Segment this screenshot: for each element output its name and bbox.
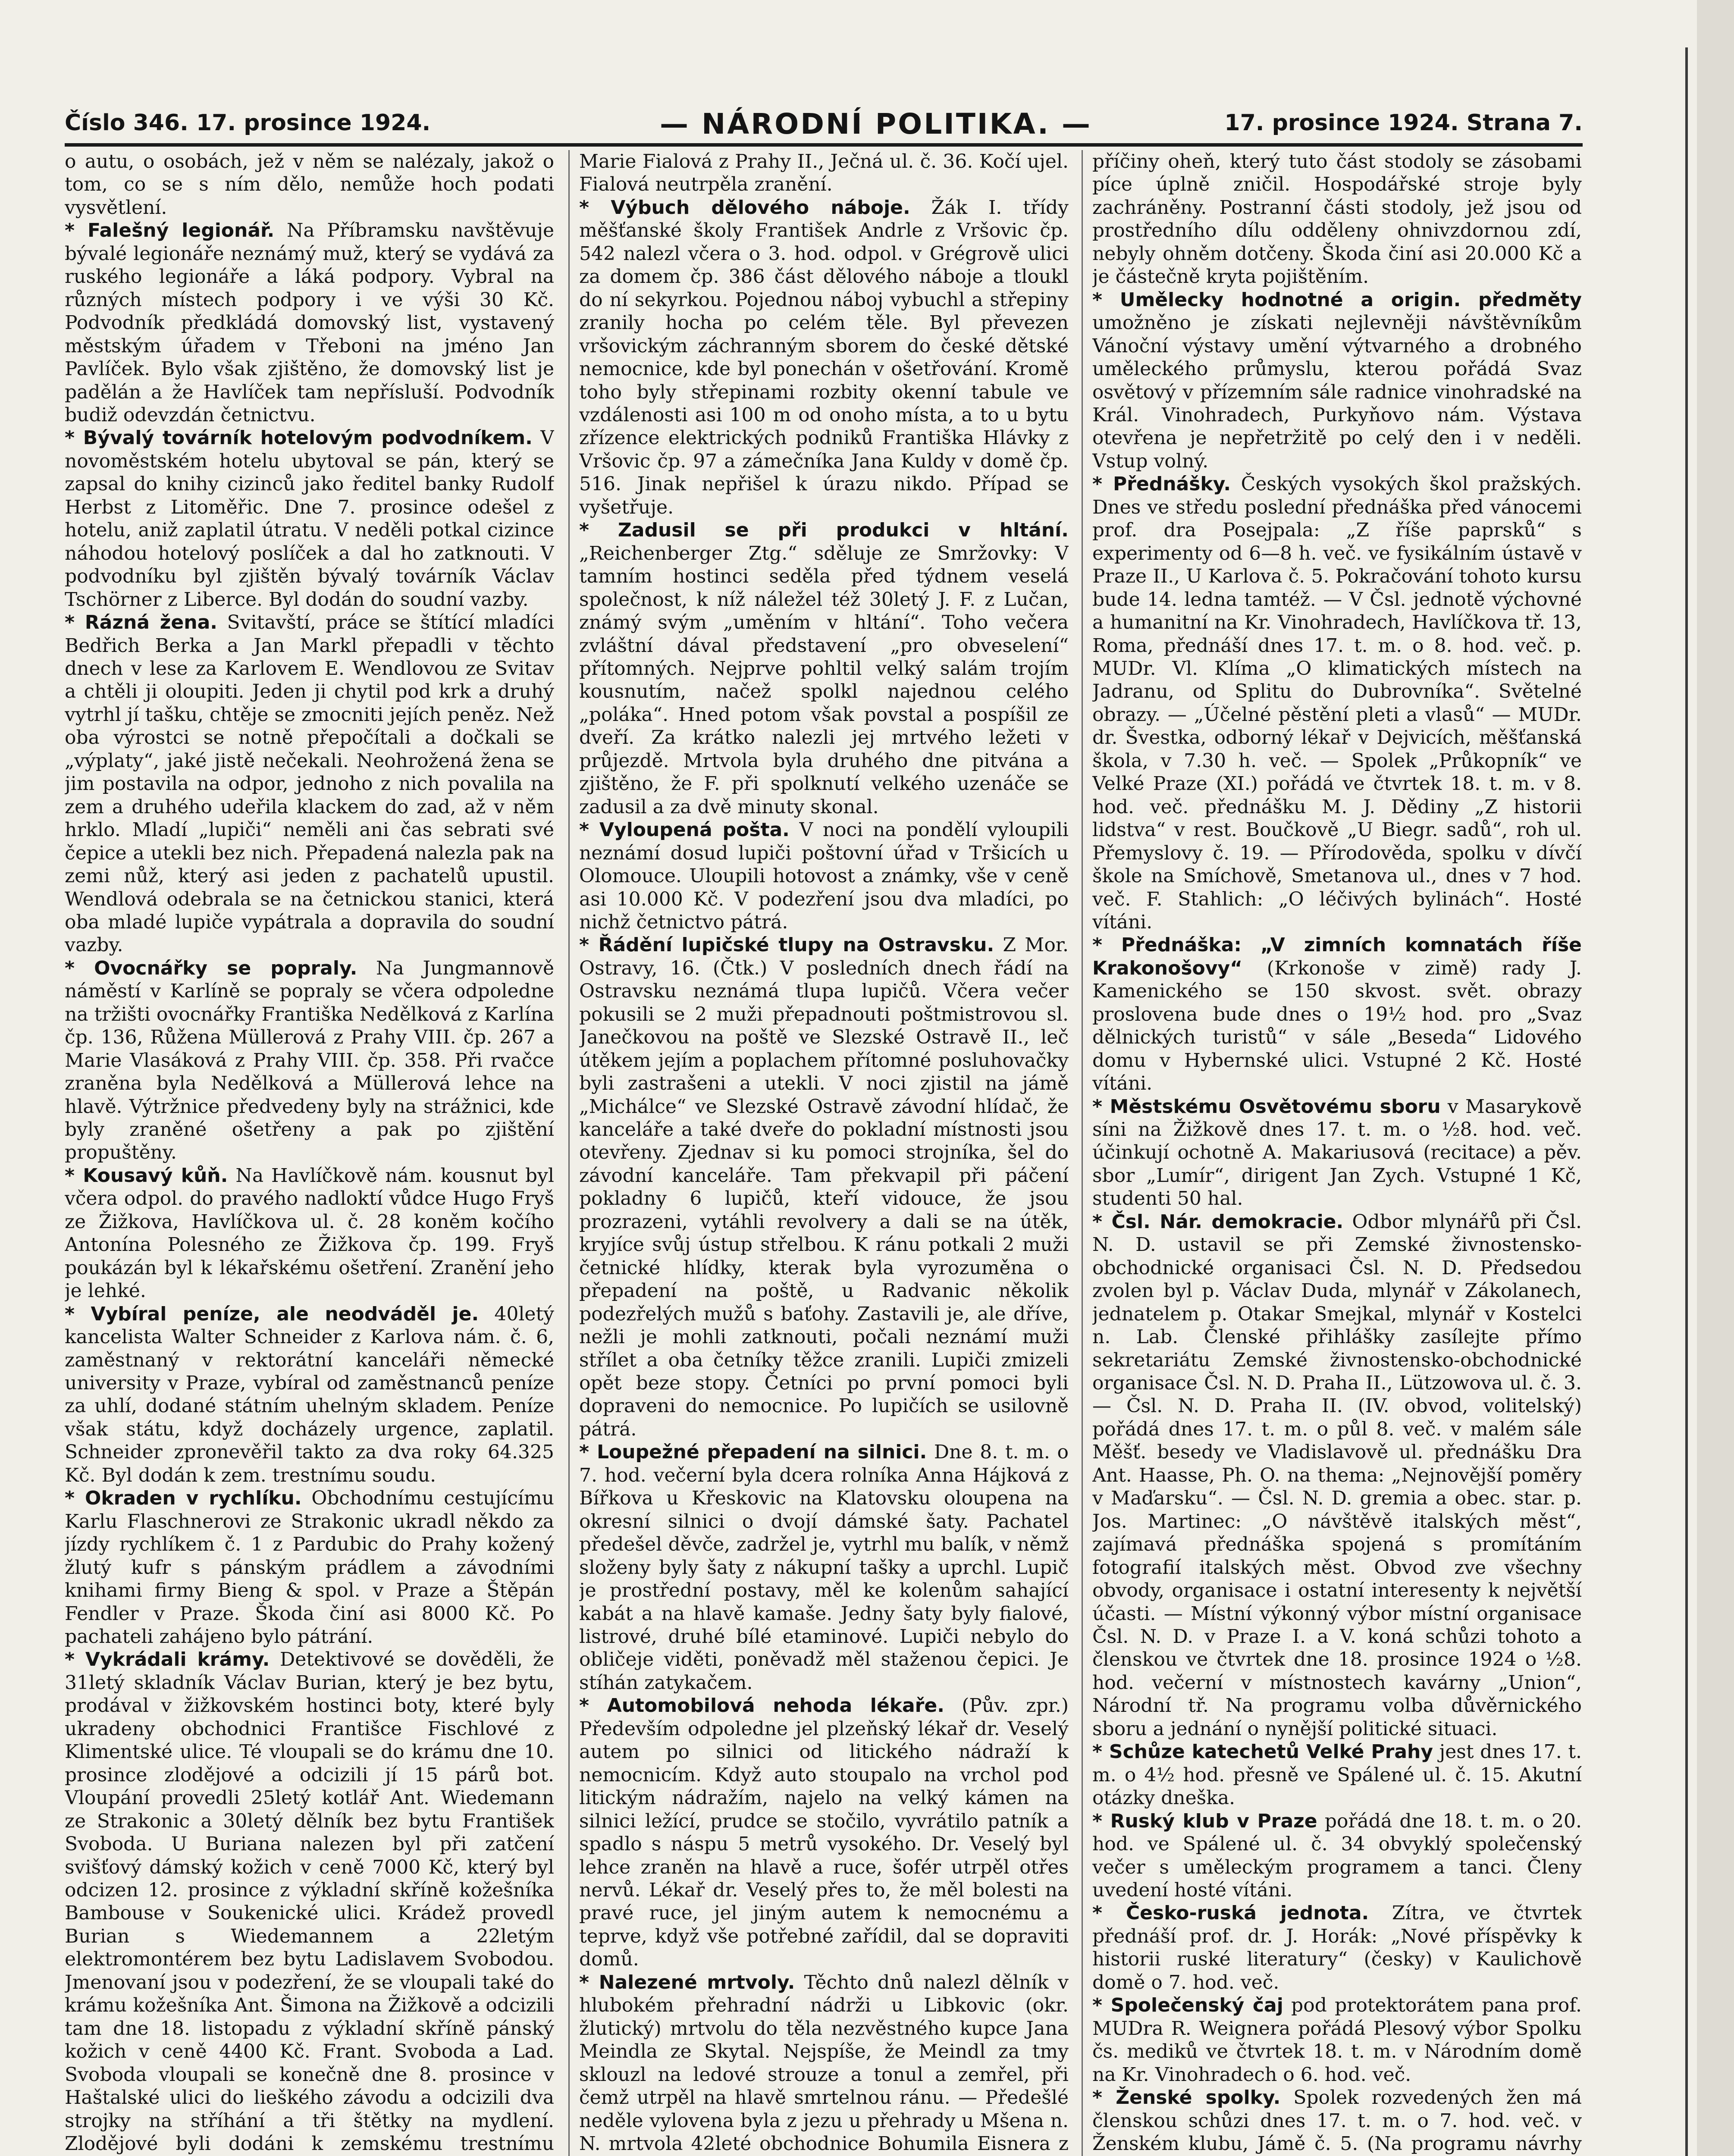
news-headline: * Okraden v rychlíku. bbox=[65, 1487, 302, 1510]
news-item bbox=[1092, 1902, 1582, 1994]
news-headline: * Ruský klub v Praze bbox=[1092, 1810, 1317, 1832]
news-item bbox=[579, 1694, 1069, 1971]
news-text: Odbor mlynářů při Čsl. N. D. ustavil se při Zemské živnostensko-obchodnické organisaci Čsl. N. D. Předsedou zvolen byl p. Václav Duda, mlynář v Zákolanech, jednatelem p. Otakar Smejkal, mlynář v Kostelci n. Lab. Členské přihlášky zasílejte přímo sekretariátu Zemské živnostensko-obchodnické organisace Čsl. N. D. Praha II., Lützowova ul. č. 3. — Čsl. N. D. Praha II. (IV. obvod, volitelský) pořádá dnes 17. t. m. o půl 8. več. v malém sále Měšť. besedy ve Vladislavově ul. přednášku Dra Ant. Haasse, Ph. O. na thema: „Nejnovější poměry v Maďarsku“. — Čsl. N. D. gremia a obec. star. p. Jos. Martinec: „O návštěvě italských měst“, zajímavá přednáška spojená s promítáním fotografií italských měst. Obvod zve všechny obvody, organisace i ostatní interesenty k největší účasti. — Místní výkonný výbor místní organisace Čsl. N. D. v Praze I. a V. koná schůzi tohoto a členskou ve čtvrtek dne 18. prosince 1924 o ½8. hod. večerní v místnostech kavárny „Union“, Národní tř. Na programu volba důvěrnického sboru a jednání o nynější politické situaci. bbox=[1092, 1210, 1582, 1740]
news-headline: * Zadusil se při produkci v hltání. bbox=[579, 519, 1069, 542]
news-item bbox=[65, 611, 554, 957]
news-item bbox=[579, 818, 1069, 934]
news-item bbox=[1092, 1210, 1582, 1740]
news-headline: * Řádění lupičské tlupy na Ostravsku. bbox=[579, 934, 994, 956]
page-edge-line bbox=[1685, 47, 1688, 2156]
news-headline: * Vyloupená pošta. bbox=[579, 819, 790, 841]
news-item bbox=[1092, 1740, 1582, 1809]
news-item bbox=[579, 1441, 1069, 1694]
news-headline: * Vybíral peníze, ale neodváděl je. bbox=[65, 1303, 479, 1325]
news-text: V noci na pondělí vyloupili neznámí dosud lupiči poštovní úřad v Tršicích u Olomouce. Uloupili hotovost a známky, vše v ceně asi 10.000 Kč. V podezření jsou dva mladíci, po nichž četnictvo pátrá. bbox=[579, 819, 1069, 933]
news-text: v Masarykově síni na Žižkově dnes 17. t. m. o ½8. hod. več. účinkují ochotně A. Makariusová (recitace) a pěv. sbor „Lumír“, dirigent Jan Zych. Vstupné 1 Kč, studenti 50 hal. bbox=[1092, 1095, 1582, 1210]
news-text: příčiny oheň, který tuto část stodoly se zásobami píce úplně zničil. Hospodářské stroje byly zachráněny. Postranní části stodoly, jež jsou od prostředního dílu odděleny ohnivzdornou zdí, nebyly ohněm dotčeny. Škoda činí asi 20.000 Kč a je částečně kryta pojištěním. bbox=[1092, 150, 1582, 288]
news-item bbox=[579, 150, 1069, 196]
news-headline: * Městskému Osvětovému sboru bbox=[1092, 1095, 1441, 1118]
news-item bbox=[579, 196, 1069, 519]
news-headline: * Bývalý továrník hotelovým podvodníkem. bbox=[65, 427, 533, 449]
news-item bbox=[1092, 934, 1582, 1095]
news-text: Z Mor. Ostravy, 16. (Čtk.) V posledních dnech řádí na Ostravsku neznámá tlupa lupičů. Včera večer pokusili se 2 muži přepadnouti poštmistrovou sl. Janečkovou na poště ve Slezské Ostravě II., leč útěkem jejím a poplachem přítomné posluhovačky byli zastrašeni a utekli. V noci zjistil na jámě „Michálce“ ve Slezské Ostravě závodní hlídač, že kanceláře a také dveře do pokladní místnosti jsou otevřeny. Zjednav si ku pomoci strojníka, šel do závodní kanceláře. Tam překvapil při páčení pokladny 6 lupičů, kteří vidouce, že jsou prozrazeni, vytáhli revolvery a dali se na útěk, kryjíce svůj ústup střelbou. K ránu potkali 2 muži četnické hlídky, kterak byla vyrozuměna o přepadení na poště, u Radvanic několik podezřelých mužů s baťohy. Zastavili je, ale dříve, nežli je mohli zatknouti, počali neznámí muži střílet a oba četníky těžce zranili. Lupiči zmizeli opět beze stopy. Četníci po první pomoci byli dopraveni do nemocnice. Po lupičích se usilovně pátrá. bbox=[579, 934, 1069, 1440]
news-text: jest dnes 17. t. m. o 4½ hod. přesně ve Spálené ul. č. 15. Akutní otázky dneška. bbox=[1092, 1741, 1582, 1809]
news-item bbox=[579, 934, 1069, 1441]
news-item bbox=[65, 219, 554, 426]
news-headline: * Vykrádali krámy. bbox=[65, 1648, 270, 1671]
news-text: Na Příbramsku navštěvuje bývalé legionáře neznámý muž, který se vydává za ruského legionáře a láká podpory. Vybral na různých místech podpory i ve výši 30 Kč. Podvodník předkládá domovský list, vystavený městským úřadem v Třeboni na jméno Jan Pavlíček. Bylo však zjištěno, že domovský list je padělán a že Havlíček tam nepřísluší. Podvodník budiž odevzdán četnictvu. bbox=[65, 219, 554, 426]
column-2 bbox=[579, 150, 1069, 2156]
header-rule bbox=[65, 143, 1583, 147]
news-item bbox=[65, 1164, 554, 1303]
news-text: Těchto dnů nalezl dělník v hlubokém přehradní nádrži u Libkovic (okr. žlutický) mrtvolu do těla nezvěstného kupce Jana Meindla ze Skytal. Nejspíše, že Meindl za tmy sklouzl na ledové strouze a tonul a zemřel, při čemž utrpěl na hlavě smrtelnou ránu. — Předešlé neděle vylovena byla z jezu u přehrady u Mšena n. N. mrtvola 42leté obchodnice Bohumila Eisnera z bbox=[579, 1971, 1069, 2155]
news-text: Detektivové se dověděli, že 31letý skladník Václav Burian, který je bez bytu, prodával v žižkovském hostinci boty, které byly ukradeny obchodnici Františce Fischlové z Klimentské ulice. Té vloupali se do krámu dne 10. prosince zlodějové a odcizili jí 15 párů bot. Vloupání provedli 25letý kotlář Ant. Wiedemann ze Strakonic a 30letý dělník bez bytu František Svoboda. U Buriana nalezen byl při zatčení svišťový dámský kožich v ceně 7000 Kč, který byl odcizen 12. prosince z výkladní skříně kožešníka Bambouse v Soukenické ulici. Krádež provedl Burian s Wiedemannem a 22letým elektromontérem bez bytu Ladislavem Svobodou. Jmenovaní jsou v podezření, že se vloupali také do krámu kožešníka Ant. Šimona na Žižkově a odcizili tam dne 18. listopadu z výkladní skříně pánský kožich v ceně 4400 Kč. Frant. Svoboda a Lad. Svoboda vloupali se konečně dne 8. prosince v Haštalské ulici do lieškého závodu a odcizili dva strojky na stříhání a tři štětky na mydlení. Zlodějové byli dodáni k zemskému trestnímu bbox=[65, 1648, 554, 2155]
news-item bbox=[65, 957, 554, 1164]
news-item bbox=[1092, 1095, 1582, 1210]
news-headline: * Schůze katechetů Velké Prahy bbox=[1092, 1741, 1433, 1763]
news-headline: * Výbuch dělového náboje. bbox=[579, 196, 910, 219]
news-item bbox=[1092, 288, 1582, 473]
scan-margin bbox=[1697, 0, 1734, 2156]
news-headline: * Ovocnářky se popraly. bbox=[65, 957, 357, 979]
news-headline: * Kousavý kůň. bbox=[65, 1164, 228, 1187]
news-text: o autu, o osobách, jež v něm se nalézaly, jakož o tom, co se s ním dělo, nemůže hoch podati vysvětlení. bbox=[65, 150, 554, 219]
news-item bbox=[65, 1487, 554, 1648]
news-headline: * Nalezené mrtvoly. bbox=[579, 1971, 795, 1993]
news-item bbox=[579, 519, 1069, 818]
news-item bbox=[1092, 473, 1582, 934]
newspaper-title: — NÁRODNÍ POLITIKA. — bbox=[660, 107, 1092, 141]
news-text: V novoměstském hotelu ubytoval se pán, který se zapsal do knihy cizinců jako ředitel banky Rudolf Herbst z Litoměřic. Dne 7. prosince odešel z hotelu, aniž zaplatil útratu. V neděli potkal cizince náhodou hotelový poslíček a dal ho zatknouti. V podvodníku byl zjištěn bývalý továrník Václav Tschörner z Liberce. Byl dodán do soudní vazby. bbox=[65, 427, 554, 611]
news-headline: * Přednáška: „V zimních komnatách říše Krakonošovy“ bbox=[1092, 934, 1582, 979]
news-item bbox=[65, 150, 554, 219]
column-3 bbox=[1092, 150, 1582, 2156]
news-headline: * Přednášky. bbox=[1092, 473, 1231, 495]
column-divider bbox=[1082, 150, 1083, 2156]
news-text: Na Havlíčkově nám. kousnut byl včera odpol. do pravého nadloktí vůdce Hugo Fryš ze Žižkova, Havlíčkova ul. č. 28 koněm kočího Antonína Polesného ze Žižkova čp. 199. Fryš poukázán byl k lékařskému ošetření. Zranění jeho je lehké. bbox=[65, 1164, 554, 1302]
news-item bbox=[65, 1303, 554, 1487]
news-headline: * Loupežné přepadení na silnici. bbox=[579, 1441, 927, 1463]
news-text: Svitavští, práce se štítící mladíci Bedřich Berka a Jan Markl přepadli v těchto dnech v lese za Karlovem E. Wendlovou ze Svitav a chtěli ji oloupiti. Jeden ji chytil pod krk a druhý vytrhl jí tašku, chtěje se zmocniti jejích peněz. Než oba výrostci se notně přepočítali a dočkali se „výplaty“, jaké jistě nečekali. Neohrožená žena se jim postavila na odpor, jednoho z nich povalila na zem a druhého udeřila klackem do zad, až v něm hrklo. Mladí „lupiči“ neměli ani čas sebrati své čepice a utekli bez nich. Přepadená nalezla pak na zemi nůž, který asi jeden z pachatelů upustil. Wendlová odebrala se na četnickou stanici, která oba mladé lupiče vypátrala a dopravila do soudní vazby. bbox=[65, 611, 554, 956]
column-divider bbox=[568, 150, 570, 2156]
news-headline: * Automobilová nehoda lékaře. bbox=[579, 1695, 944, 1717]
news-text: 40letý kancelista Walter Schneider z Karlova nám. č. 6, zaměstnaný v rektorátní kanceláři německé university v Praze, vybíral od zaměstnanců peníze za uhlí, dodané státním uhelným skladem. Peníze však státu, když docházely urgence, zaplatil. Schneider zpronevěřil takto za dva roky 64.325 Kč. Byl dodán k zem. trestnímu soudu. bbox=[65, 1303, 554, 1486]
news-item bbox=[1092, 150, 1582, 288]
news-item bbox=[579, 1971, 1069, 2156]
news-text: Marie Fialová z Prahy II., Ječná ul. č. 36. Kočí ujel. Fialová neutrpěla zranění. bbox=[579, 150, 1069, 196]
date-page-number: 17. prosince 1924. Strana 7. bbox=[1224, 110, 1583, 136]
news-text: „Reichenberger Ztg.“ sděluje ze Smržovky: V tamním hostinci seděla před týdnem veselá společnost, k níž náležel též 30letý J. F. z Lučan, známý svým „uměním v hltání“. Toho večera zvláštní dával představení „pro obveselení“ přítomných. Nejprve pohltil velký salám trojím kousnutím, načež spolkl najednou celého „poláka“. Hned potom však povstal a pospíšil ze dveří. Za krátko nalezli jej mrtvého ležeti v průjezdě. Mrtvola byla druhého dne pitvána a zjištěno, že F. při spolknutí velkého uzenáče se zadusil a za dvě minuty skonal. bbox=[579, 542, 1069, 818]
news-text: pod protektorátem pana prof. MUDra R. Weignera pořádá Plesový výbor Spolku čs. mediků ve čtvrtek 18. t. m. v Národním domě na Kr. Vinohradech o 6. hod. več. bbox=[1092, 1994, 1582, 2086]
news-text: umožněno je získati nejlevněji návštěvníkům Vánoční výstavy umění výtvarného a drobného uměleckého průmyslu, kterou pořádá Svaz osvětový v přízemním sále radnice vinohradské na Král. Vinohradech, Purkyňovo nám. Výstava otevřena je nepřetržitě po celý den i v neděli. Vstup volný. bbox=[1092, 312, 1582, 472]
issue-number-date: Číslo 346. 17. prosince 1924. bbox=[65, 110, 431, 136]
news-item bbox=[1092, 2086, 1582, 2156]
news-headline: * Falešný legionář. bbox=[65, 219, 275, 242]
news-text: (Pův. zpr.) Především odpoledne jel plzeňský lékař dr. Veselý autem po silnici od litického nádraží k nemocnicím. Když auto stoupalo na vrchol pod litickým nádražím, najelo na velký kámen na silnici ležící, prudce se stočilo, vyvrátilo patník a spadlo s náspu 5 metrů vysokého. Dr. Veselý byl lehce zraněn na hlavě a ruce, šofér utrpěl otřes nervů. Lékař dr. Veselý přes to, že měl bolesti na pravé ruce, jel jiným autem k nemocnému a teprve, když vše potřebné zařídil, dal se dopraviti domů. bbox=[579, 1695, 1069, 1971]
news-text: Zítra, ve čtvrtek přednáší prof. dr. J. Horák: „Nové příspěvky k historii ruské literatury“ (česky) v Kaulichově domě o 7. hod. več. bbox=[1092, 1902, 1582, 1993]
news-text: Dne 8. t. m. o 7. hod. večerní byla dcera rolníka Anna Hájková z Bířkova u Křeskovic na Klatovsku oloupena na okresní silnici o dvojí dámské šaty. Pachatel předešel děvče, zadržel je, vytrhl mu balík, v němž složeny byly šaty z nákupní tašky a uprchl. Lupič je prostřední postavy, měl ke kolenům sahající kabát a na hlavě kamaše. Jedny šaty byly fialové, listrové, druhé bílé etaminové. Lupiči nebylo do obličeje viděti, poněvadž měl staženou čepici. Je stíhán zatykačem. bbox=[579, 1441, 1069, 1694]
news-headline: * Ženské spolky. bbox=[1092, 2087, 1281, 2109]
news-text: (Krkonoše v zimě) rady J. Kamenického se 150 skvost. svět. obrazy proslovena bude dnes o 19½ hod. pro „Svaz dělnických turistů“ v sále „Beseda“ Lidového domu v Hybernské ulici. Vstupné 2 Kč. Hosté vítáni. bbox=[1092, 957, 1582, 1095]
news-headline: * Umělecky hodnotné a origin. předměty bbox=[1092, 288, 1582, 311]
news-text: pořádá dne 18. t. m. o 20. hod. ve Spálené ul. č. 34 obvyklý společenský večer s uměleckým programem a tanci. Členy uvedení hosté vítáni. bbox=[1092, 1810, 1582, 1901]
news-text: Obchodnímu cestujícímu Karlu Flaschnerovi ze Strakonic ukradl někdo za jízdy rychlíkem č. 1 z Pardubic do Prahy kožený žlutý kufr s pánským prádlem a závodními knihami firmy Bieng & spol. v Praze a Štěpán Fendler v Praze. Škoda činí asi 8000 Kč. Po pachateli zahájeno bylo pátrání. bbox=[65, 1487, 554, 1648]
news-headline: * Rázná žena. bbox=[65, 611, 217, 634]
news-text: Na Jungmannově náměstí v Karlíně se popraly se včera odpoledne na tržišti ovocnářky Františka Nedělková z Karlína čp. 136, Růžena Müllerová z Prahy VIII. čp. 267 a Marie Vlasáková z Prahy VIII. čp. 358. Při rvačce zraněna byla Nedělková a Müllerová lehce na hlavě. Výtržnice předvedeny byly na strážnici, kde byly zraněné ošetřeny a pak po zjištění propuštěny. bbox=[65, 957, 554, 1164]
news-headline: * Čsl. Nár. demokracie. bbox=[1092, 1210, 1344, 1233]
news-item bbox=[1092, 1994, 1582, 2086]
news-headline: * Společenský čaj bbox=[1092, 1994, 1283, 2017]
news-text: Českých vysokých škol pražských. Dnes ve středu poslední přednáška před vánocemi prof. dra Posejpala: „Z říše paprsků“ s experimenty od 6—8 h. več. ve fysikálním ústavě v Praze II., U Karlova č. 5. Pokračování tohoto kursu bude 14. ledna tamtéž. — V Čsl. jednotě výchovné a humanitní na Kr. Vinohradech, Havlíčkova tř. 13, Roma, přednáší dnes 17. t. m. o 8. hod. več. p. MUDr. Vl. Klíma „O klimatických místech na Jadranu, od Splitu do Dubrovníka“. Světelné obrazy. — „Účelné pěstění pleti a vlasů“ — MUDr. dr. Švestka, odborný lékař v Dejvicích, měšťanská škola, v 7.30 h. več. — Spolek „Průkopník“ ve Velké Praze (XI.) pořádá ve čtvrtek 18. t. m. v 8. hod. več. přednášku M. J. Dědiny „Z historii lidstva“ v rest. Boučkově „U Biegr. sadů“, roh ul. Přemyslovy č. 19. — Přírodověda, spolku v dívčí škole na Smíchově, Smetanova ul., dnes v 7 hod. več. F. Stahlich: „O léčivých bylinách“. Hosté vítáni. bbox=[1092, 473, 1582, 933]
news-text: Žák I. třídy měšťanské školy František Andrle z Vršovic čp. 542 nalezl včera o 3. hod. odpol. v Grégrově ulici za domem čp. 386 část dělového náboje a tloukl do ní sekyrkou. Pojednou náboj vybuchl a střepiny zranily hocha po celém těle. Byl převezen vršovickým záchranným sborem do české dětské nemocnice, kde byl ponechán v ošetřování. Kromě toho byly střepinami rozbity okenní tabule ve vzdálenosti asi 100 m od onoho místa, a to u bytu zřízence elektrických podniků Františka Hlávky z Vršovic čp. 97 a zámečníka Jana Kuldy v domě čp. 516. Jinak nepřišel k úrazu nikdo. Případ se vyšetřuje. bbox=[579, 196, 1069, 518]
news-item bbox=[65, 426, 554, 611]
news-headline: * Česko-ruská jednota. bbox=[1092, 1902, 1369, 1924]
column-1 bbox=[65, 150, 554, 2156]
news-item bbox=[1092, 1810, 1582, 1902]
news-text: Spolek rozvedených žen má členskou schůzi dnes 17. t. m. o 7. hod. več. v Ženském klubu, Jámě č. 5. (Na programu návrhy bbox=[1092, 2087, 1582, 2155]
news-item bbox=[65, 1648, 554, 2156]
